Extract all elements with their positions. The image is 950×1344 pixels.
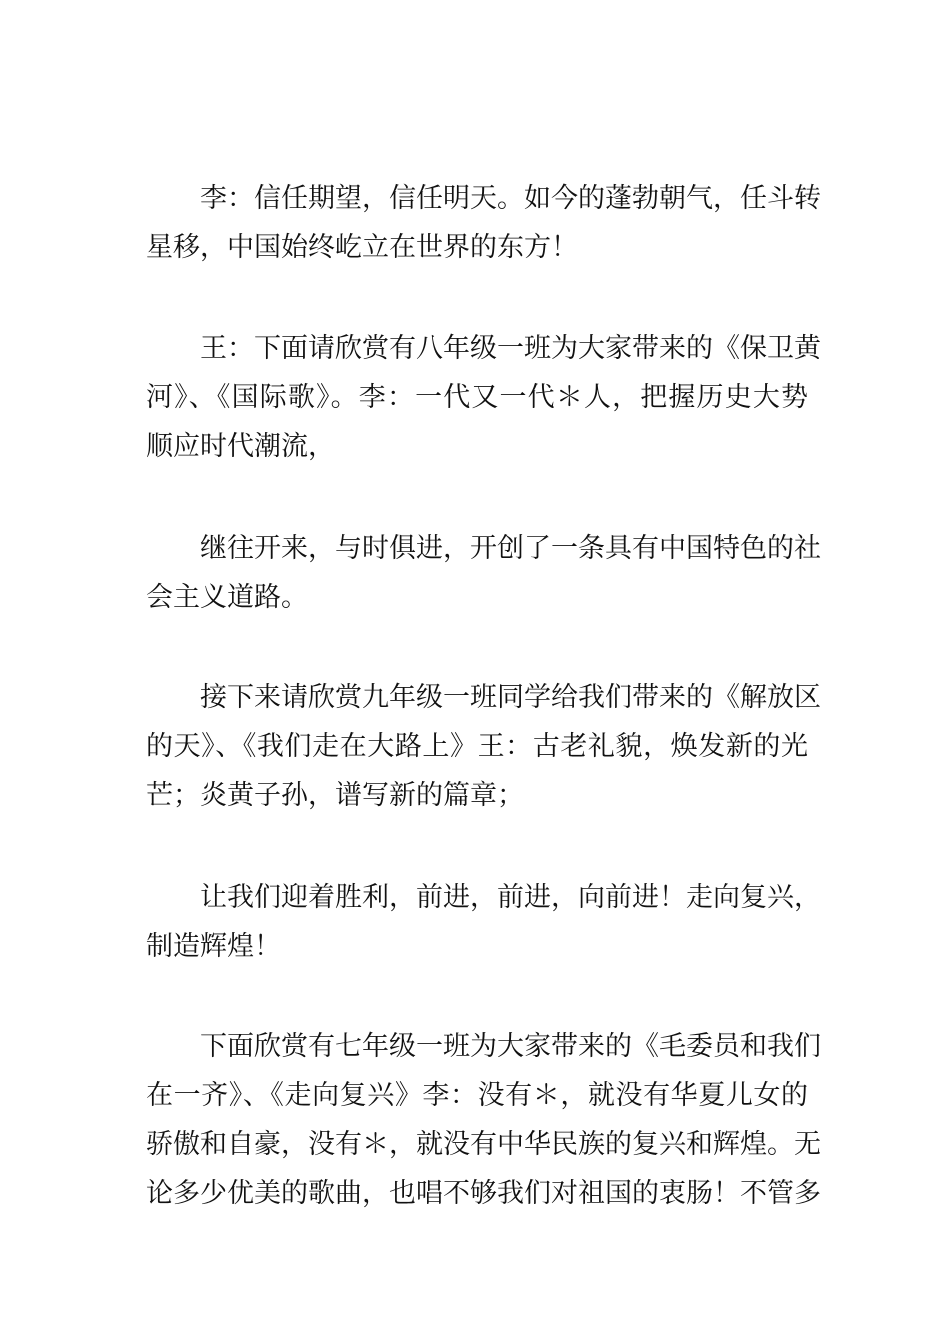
- text-line: 接下来请欣赏九年级一班同学给我们带来的《解放区: [200, 682, 821, 713]
- text-line: 顺应时代潮流，: [146, 431, 335, 462]
- paragraph-1: [146, 174, 821, 272]
- text-line: 芒；炎黄子孙，谱写新的篇章；: [146, 780, 524, 811]
- text-line: 王：下面请欣赏有八年级一班为大家带来的《保卫黄: [200, 333, 821, 364]
- text-line: 李：信任期望，信任明天。如今的蓬勃朝气，任斗转: [200, 183, 821, 214]
- text-line: 的天》、《我们走在大路上》王：古老礼貌，焕发新的光: [146, 731, 808, 762]
- paragraph-6: [146, 1022, 821, 1218]
- text-line: 让我们迎着胜利，前进，前进，向前进！走向复兴，: [200, 882, 821, 913]
- text-line: 继往开来，与时俱进，开创了一条具有中国特色的社: [200, 533, 821, 564]
- paragraph-4: [146, 673, 821, 820]
- text-line: 会主义道路。: [146, 582, 308, 613]
- paragraph-5: [146, 873, 821, 971]
- text-line: 制造辉煌！: [146, 931, 281, 962]
- paragraph-2: [146, 324, 821, 471]
- text-line: 骄傲和自豪，没有＊，就没有中华民族的复兴和辉煌。无: [146, 1129, 821, 1160]
- text-line: 在一齐》、《走向复兴》李：没有＊，就没有华夏儿女的: [146, 1080, 808, 1111]
- text-line: 星移，中国始终屹立在世界的东方！: [146, 232, 578, 263]
- text-line: 河》、《国际歌》。李：一代又一代＊人，把握历史大势: [146, 382, 808, 413]
- text-line: 下面欣赏有七年级一班为大家带来的《毛委员和我们: [200, 1031, 821, 1062]
- paragraph-3: [146, 524, 821, 622]
- text-line: 论多少优美的歌曲，也唱不够我们对祖国的衷肠！不管多: [146, 1178, 821, 1209]
